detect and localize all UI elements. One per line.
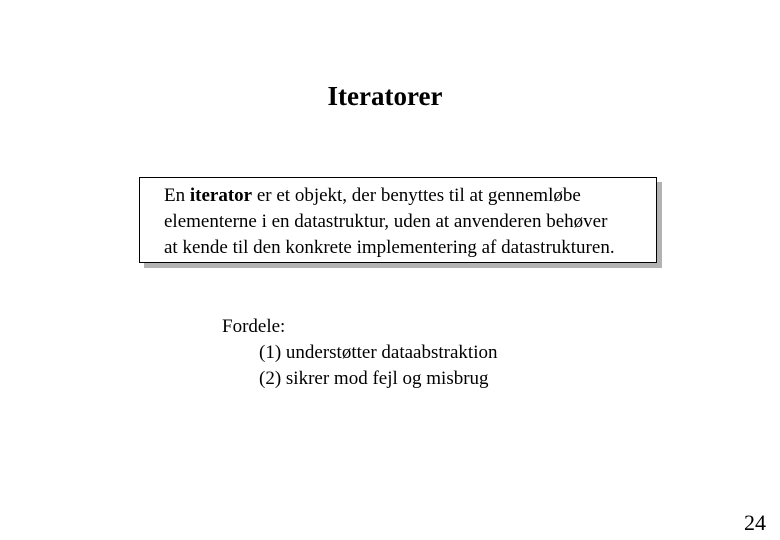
slide-title: Iteratorer — [327, 81, 443, 111]
page-number: 24 — [744, 510, 766, 535]
definition-term: iterator — [189, 185, 253, 206]
definition-text — [164, 183, 615, 261]
advantage-item-2: (2) sikrer mod fejl og misbrug — [259, 368, 489, 389]
advantages-heading: Fordele: — [222, 316, 286, 337]
definition-box — [139, 177, 657, 263]
definition-line-1 — [164, 183, 615, 209]
definition-line-1-start: En — [164, 185, 190, 206]
definition-line-3: at kende til den konkrete implementering af datastrukturen. — [164, 237, 615, 258]
definition-line-2: elementerne i en datastruktur, uden at anvenderen behøver — [164, 211, 608, 232]
definition-line-1-end: er et objekt, der benyttes til at gennemløbe — [252, 185, 581, 206]
advantage-item-1: (1) understøtter dataabstraktion — [259, 342, 498, 363]
advantages-list — [222, 314, 497, 392]
